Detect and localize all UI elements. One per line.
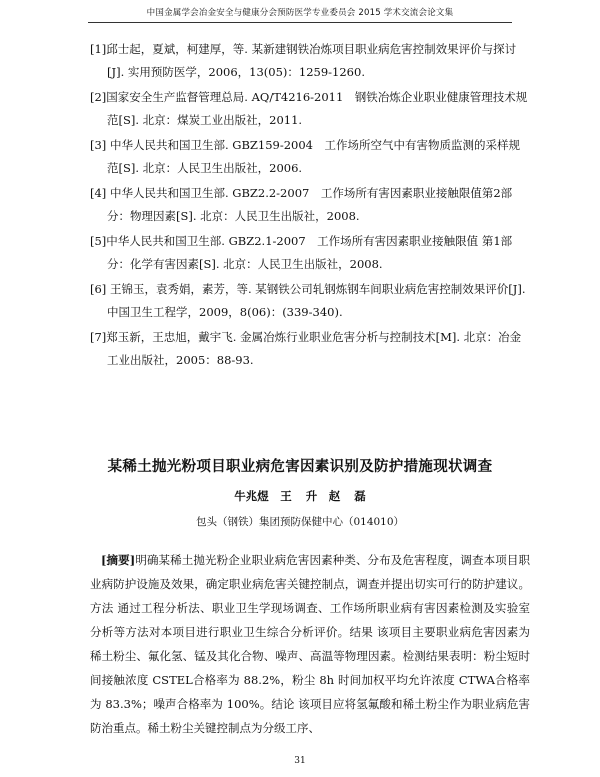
header-divider (88, 22, 512, 23)
abstract-label: [摘要] (101, 553, 136, 567)
reference-item: [4] 中华人民共和国卫生部. GBZ2.2-2007 工作场所有害因素职业接触限值第2部分：物理因素[S]. 北京：人民卫生出版社，2008. (90, 186, 513, 223)
reference-item: [5]中华人民共和国卫生部. GBZ2.1-2007 工作场所有害因素职业接触限值 第1部分：化学有害因素[S]. 北京：人民卫生出版社，2008. (90, 234, 513, 271)
reference-list (90, 38, 530, 374)
reference-item: [7]郑玉新，王忠旭，戴宇飞. 金属冶炼行业职业危害分析与控制技术[M]. 北京：冶金工业出版社，2005：88-93. (90, 330, 522, 367)
article-affiliation: 包头（钢铁）集团预防保健中心（014010） (195, 516, 405, 528)
article-authors: 牛兆煜 王 升 赵 磊 (234, 489, 366, 503)
article-title: 某稀土抛光粉项目职业病危害因素识别及防护措施现状调查 (107, 459, 493, 475)
running-header: 中国金属学会冶金安全与健康分会预防医学专业委员会 2015 学术交流会论文集 (146, 8, 454, 18)
reference-item: [1]邱士起，夏斌，柯建厚，等. 某新建钢铁冶炼项目职业病危害控制效果评价与探讨[J]. 实用预防医学，2006，13(05)：1259-1260. (90, 42, 517, 79)
abstract-text: 明确某稀土抛光粉企业职业病危害因素种类、分布及危害程度，调查本项目职业病防护设施及效果，确定职业病危害关键控制点，调查并提出切实可行的防护建议。方法 通过工程分析法、职业卫生学现场调查、工作场所职业病有害因素检测及实验室分析等方法对本项目进行职业卫生综合分析评价。结果 该项目主要职业病危害因素为稀土粉尘、氟化氢、锰及其化合物、噪声、高温等物理因素。检测结果表明：粉尘短时间接触浓度 CSTEL合格率为 88.2%，粉尘 8h 时间加权平均允许浓度 CTWA合格率为 83.3%；噪声合格率为 100%。结论 该项目应将氢氟酸和稀土粉尘作为职业病危害防治重点。稀土粉尘关键控制点为分级工序、 (90, 553, 530, 735)
abstract (90, 548, 530, 740)
page-number: 31 (294, 756, 306, 766)
reference-item: [6] 王锦玉，袁秀娟，素芳，等. 某钢铁公司轧钢炼钢车间职业病危害控制效果评价[J]. 中国卫生工程学，2009，8(06)：(339-340). (90, 282, 526, 319)
reference-item: [2]国家安全生产监督管理总局. AQ/T4216-2011 钢铁冶炼企业职业健康管理技术规范[S]. 北京：煤炭工业出版社，2011. (90, 90, 528, 127)
reference-item: [3] 中华人民共和国卫生部. GBZ159-2004 工作场所空气中有害物质监测的采样规范[S]. 北京：人民卫生出版社，2006. (90, 138, 520, 175)
